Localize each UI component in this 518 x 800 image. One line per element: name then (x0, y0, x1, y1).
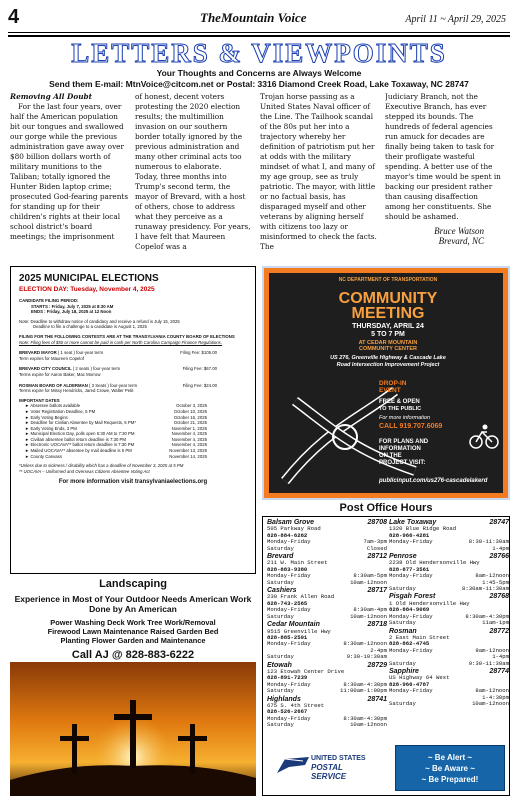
post-office-hours-row (389, 701, 509, 707)
flyer-dept: NC DEPARTMENT OF TRANSPORTATION (338, 277, 438, 283)
date-value: November 13, 2025 (169, 448, 207, 454)
post-office-zip: 28766 (489, 553, 509, 561)
letter-column-4 (385, 92, 504, 260)
post-office-zip: 28772 (489, 627, 509, 635)
post-office-address: 505 Parkway Road (267, 525, 321, 533)
header-rule-thick (8, 35, 510, 37)
hours-day: Monday-Friday (267, 640, 311, 648)
date-label: ► Absentee ballots available (25, 403, 81, 409)
post-office-entry (267, 520, 387, 552)
hours-time: 8:30am-4:30pm (343, 714, 387, 722)
post-office-phone: 828-877-3561 (389, 565, 430, 573)
post-office-entry (267, 554, 387, 586)
post-office-hours-row (267, 614, 387, 620)
date-label: ► Deadline for Civilian Absentee by Mail Requests, 5 PM* (25, 420, 137, 426)
post-office-address: 9515 Greenville Hwy (267, 627, 331, 635)
contest-desc: ( 1 seat ) four-year term (56, 350, 104, 356)
letter-city: Brevard, NC (438, 236, 484, 246)
flyer-info: For more information (379, 415, 431, 421)
hours-time: 8:30am-4:30pm (343, 680, 387, 688)
contest-desc: ( 2 seats ) four-year term (71, 366, 121, 372)
hours-time: 1-4pm (492, 544, 509, 552)
date-label: ► Civilian absentee ballot return deadline is 7:30 PM (25, 436, 126, 442)
contest-expire: Term expires for Maureen Copelof (19, 355, 84, 361)
post-office-hours-row (267, 722, 387, 728)
usps-line-1: UNITED STATES (311, 755, 366, 762)
intersection-map-icon (275, 371, 425, 491)
hours-time: 10am-12noon (350, 612, 387, 620)
hours-time: 9am-12noon (475, 646, 509, 654)
post-office-phone: 828-526-2667 (267, 708, 308, 716)
contest-list (19, 350, 247, 394)
post-office-hours-row (389, 661, 509, 667)
footnote-1: *Unless due to sickness / disability which has a deadline of November 3, 2025 at 5 PM (19, 463, 184, 469)
contest-fee: Filing Fee: $67.00 (182, 366, 217, 372)
hours-time: 1:45-5pm (482, 578, 509, 586)
post-office-hours-row (389, 620, 509, 626)
post-office-town: Brevard (267, 553, 294, 561)
post-office-zip: 28741 (367, 695, 387, 703)
crosses-sunset-illustration (10, 662, 256, 796)
hours-day: Saturday (267, 687, 294, 695)
post-office-phone: 828-966-4787 (389, 680, 430, 688)
post-office-phone: 828-891-7239 (267, 674, 308, 682)
landscaping-ad (10, 578, 256, 660)
contest-expire: Terms expire for Aaron Baker, Mac Morrow (19, 371, 101, 377)
post-office-entry (389, 669, 509, 707)
hours-day: Monday-Friday (267, 572, 311, 580)
date-value: November 4, 2025 (171, 436, 207, 442)
post-office-phone: 828-862-4745 (389, 640, 430, 648)
post-office-entry (267, 588, 387, 620)
hours-day: Monday-Friday (389, 687, 433, 695)
filing-board: FILING FOR THE FOLLOWING CONTESTS ARE AT THE TRANSYLVANIA COUNTY BOARD OF ELECTIONS (19, 333, 235, 339)
hours-time: 10am-12noon (350, 578, 387, 586)
post-office-town: Cashiers (267, 587, 297, 595)
filing-period-heading: CANDIDATE FILING PERIOD: (19, 298, 79, 303)
post-office-hours-row (267, 546, 387, 552)
header-rule (8, 32, 510, 33)
flyer-free-2: TO THE PUBLIC (379, 406, 422, 412)
date-label: ► Municipal Election Day, polls open 6:30 AM to 7:30 PM (25, 431, 135, 437)
hours-day: Monday-Friday (389, 646, 433, 654)
letter-column-1 (10, 92, 129, 260)
flyer-title (269, 291, 507, 321)
contest-fee: Filing Fee: $105.00 (180, 350, 217, 356)
landscaping-title: Landscaping (99, 578, 167, 590)
hours-time: 8:30-11:30am (468, 538, 509, 546)
hours-day: Monday-Friday (267, 606, 311, 614)
landscaping-headline: Experience in Most of Your Outdoor Needs American Work Done by An American (14, 594, 252, 614)
alert-line-1: ~ Be Alert ~ (427, 753, 473, 762)
important-dates-list (19, 403, 247, 459)
date-label: ► Electronic UOCAVA** ballot return deadline is 7:30 PM (25, 442, 135, 448)
filing-ends: ENDS : Friday, July 18, 2025 at 12 Noon (31, 309, 112, 315)
issue-dates: April 11 ~ April 29, 2025 (405, 14, 506, 25)
usps-line-2: POSTAL SERVICE (311, 763, 347, 781)
post-office-entry (389, 594, 509, 626)
post-office-entry (389, 520, 509, 552)
flyer-dropin-2: EVENT (379, 387, 401, 394)
hours-day: Saturday (389, 659, 416, 667)
alert-line-3: ~ Be Prepared! (421, 775, 479, 784)
usps-logo (275, 747, 379, 787)
post-office-town: Balsam Grove (267, 519, 315, 526)
contest-item (19, 350, 247, 361)
post-office-address: 2238 Old Hendersonville Hwy (389, 559, 480, 567)
section-title: LETTERS & VIEWPOINTS (71, 38, 447, 68)
post-office-entry (267, 697, 387, 729)
hours-time: 8:30am-12noon (343, 640, 387, 648)
post-office-town: Sapphire (389, 667, 419, 675)
letter-author: Bruce Watson (434, 226, 484, 236)
contest-name: BREVARD MAYOR (19, 350, 57, 356)
flyer-when-2: 5 TO 7 PM (371, 331, 405, 338)
date-label: ► Voter Registration Deadline, 5 PM (25, 408, 96, 414)
hours-time: 8:30am-11:30am (462, 585, 509, 593)
post-office-hours (262, 516, 510, 796)
hours-time: Closed (366, 544, 387, 552)
hours-day: Monday-Friday (389, 612, 433, 620)
community-meeting-flyer (262, 266, 510, 500)
important-dates-heading: IMPORTANT DATES (19, 397, 60, 403)
flyer-when-1: THURSDAY, APRIL 24 (352, 323, 424, 330)
hours-time: 1-4:30pm (482, 693, 509, 701)
election-day: ELECTION DAY: Tuesday, November 4, 2025 (19, 286, 155, 293)
contest-desc: ( 3 Seats ) four-year term (87, 382, 138, 388)
send-line: Send them E-mail: MtnVoice@citcom.net or Postal: 3316 Diamond Creek Road, Lake Toxaway, NC 28747 (49, 79, 469, 89)
date-label: ► Early Voting Ends, 3 PM (25, 425, 77, 431)
letter-text-4: Judiciary Branch, not the Executive Branch, has ever stepped its bounds. The hundreds of federal agencies run amuck for decades are finally being taken to task for their profligate wasteful spending. A better use of the mayor's time would be spent in backing our president rather than causing disaffection among her constituents. She should be ashamed. (385, 92, 501, 221)
letter-text-1: For the last four years, over half the American population bit our tongues and swallowed our gorge while the previous administration gave away over $80 billion dollars worth of military munitions to the Taliban; totally ignored the Hunter Biden laptop crime; prosecuted God-fearing parents for standing up for their children's rights at their local school district's board meetings; the imprisonment (10, 102, 129, 241)
post-office-zip: 28768 (489, 593, 509, 601)
hours-time: 8:30am-4pm (353, 606, 387, 614)
page-header (0, 8, 518, 32)
post-office-address: US Highway 64 West (389, 674, 450, 682)
post-office-zip: 28747 (489, 519, 509, 526)
date-value: October 21, 2025 (173, 420, 207, 426)
post-office-address: 123 Etowah Center Drive (267, 667, 345, 675)
flyer-plans-4: PROJECT VISIT: (379, 460, 426, 466)
hours-time: 8:30am-4:30pm (465, 612, 509, 620)
post-office-hours-row (389, 546, 509, 552)
post-office-right-column (389, 520, 509, 709)
post-office-phone: 828-883-9380 (267, 565, 308, 573)
contest-label (19, 350, 103, 356)
hours-time: 8:30am-5pm (353, 572, 387, 580)
contest-name: BREVARD CITY COUNCIL (19, 366, 72, 372)
post-office-address: 675 S. 4th Street (267, 701, 325, 709)
post-office-phone: 828-743-2565 (267, 599, 308, 607)
hours-day: Saturday (267, 578, 294, 586)
post-office-entry (267, 663, 387, 695)
contest-item (19, 366, 247, 377)
hours-time: 11:00am-1:00pm (340, 687, 387, 695)
post-office-entry (267, 622, 387, 660)
contest-expire: Terms expire for Missy Hendricks, Jared Crowe, Walter Petit (19, 388, 134, 394)
hours-day: Monday-Friday (389, 572, 433, 580)
date-value: November 14, 2025 (169, 453, 207, 459)
post-office-address: 1 Old Hendersonville Hwy (389, 599, 470, 607)
hours-time: 8am-12noon (475, 687, 509, 695)
landscaping-services-3: Planting Flower Garden and Maintenance (60, 636, 206, 645)
letter-column-3 (260, 92, 379, 260)
alert-line-2: ~ Be Aware ~ (425, 764, 475, 773)
filing-starts: STARTS : Friday, July 7, 2025 at 8:30 AM (31, 303, 114, 309)
letter-title: Removing All Doubt (10, 92, 92, 101)
post-office-town: Cedar Mountain (267, 621, 320, 629)
filing-note-2: Deadline to file a challenge to a candidate is August 1, 2025 (33, 324, 147, 330)
hours-time: 1-4pm (492, 653, 509, 661)
post-office-title: Post Office Hours (339, 502, 433, 514)
date-value: October 16, 2025 (173, 414, 207, 420)
crosses-sunset-image (10, 662, 256, 796)
date-label: ► County Canvass (25, 453, 62, 459)
hours-day: Saturday (267, 544, 294, 552)
hours-time: 11am-1pm (482, 619, 509, 627)
flyer-plans-2: INFORMATION (379, 446, 421, 452)
contest-fee: Filing Fee: $24.00 (182, 382, 217, 388)
hours-day: Monday-Friday (267, 538, 311, 546)
landscaping-services-1: Power Washing Deck Work Tree Work/Removal (50, 618, 216, 627)
post-office-zip: 28708 (367, 519, 387, 526)
post-office-address: 2 East Main Street (389, 633, 450, 641)
flyer-project-2: Road Intersection Improvement Project (336, 362, 440, 368)
page-number: 4 (8, 6, 20, 28)
contest-item (19, 383, 247, 394)
date-label: ► Early Voting Begins (25, 414, 68, 420)
post-office-address: 1320 Blue Ridge Road (389, 525, 457, 533)
landscaping-call[interactable]: Call AJ @ 828-883-6222 (71, 649, 195, 661)
hours-day: Saturday (389, 699, 416, 707)
flyer-title-1: COMMUNITY (338, 290, 438, 307)
hours-time: 8am-12noon (475, 572, 509, 580)
flyer-link[interactable]: publicinput.com/us276-cascadelakerd (379, 478, 488, 484)
flyer-phone: CALL 919.707.6069 (379, 423, 443, 430)
flyer-plans (379, 439, 428, 467)
post-office-phone: 828-885-2501 (267, 633, 308, 641)
flyer-where-1: AT CEDAR MOUNTAIN (358, 340, 418, 346)
flyer-project-1: US 276, Greenville Highway & Cascade Lake (330, 355, 446, 361)
flyer-plans-3: ON THE (379, 453, 402, 459)
masthead: TheMountain Voice (200, 10, 307, 25)
hours-time: 10am-12noon (472, 699, 509, 707)
post-office-zip: 28712 (367, 553, 387, 561)
footnote-2: ** UOCAVA – Uniformed and Overseas Citizens Absentee Voting Act (19, 468, 150, 474)
alert-box (395, 745, 505, 791)
post-office-town: Highlands (267, 695, 301, 703)
hours-time: 9:30-11:30am (468, 659, 509, 667)
date-label: ► Mailed UOCAVA** absentee by mail deadline is 5 PM (25, 448, 132, 454)
post-office-phone: 828-884-9069 (389, 606, 430, 614)
date-value: November 4, 2025 (171, 442, 207, 448)
post-office-town: Etowah (267, 661, 292, 669)
post-office-town: Rosman (389, 627, 417, 635)
hours-day: Saturday (389, 585, 416, 593)
post-office-zip: 28717 (367, 587, 387, 595)
landscaping-services-2: Firewood Lawn Maintenance Raised Garden Bed (47, 627, 219, 636)
flyer-title-2: MEETING (351, 305, 425, 322)
post-office-town: Lake Toxaway (389, 519, 437, 526)
hours-time: 9:30-10:30am (346, 653, 387, 661)
letter-column-2 (135, 92, 254, 260)
date-value: November 1, 2025 (171, 425, 207, 431)
post-office-phone: 828-966-4281 (389, 531, 430, 539)
flyer-free-1: FREE & OPEN (379, 399, 420, 405)
election-notice (10, 266, 256, 574)
election-title: 2025 MUNICIPAL ELECTIONS (19, 273, 159, 284)
hours-time: 10am-12noon (350, 721, 387, 729)
flyer-dropin-1: DROP-IN (379, 380, 407, 387)
fee-note: Note: Filing fees of $50 or more cannot be paid in cash per North Carolina Campaign Finance Regulations. (19, 339, 223, 345)
post-office-address: 211 W. Main Street (267, 559, 328, 567)
post-office-hours-row (389, 586, 509, 592)
eagle-icon (275, 753, 309, 777)
contest-name: ROSMAN BOARD OF ALDERMAN (19, 382, 88, 388)
post-office-hours-row (267, 654, 387, 660)
hours-day: Saturday (267, 721, 294, 729)
date-value: November 4, 2025 (171, 431, 207, 437)
post-office-town: Penrose (389, 553, 417, 561)
hours-time: 7am-3pm (363, 538, 387, 546)
flyer-inner (267, 271, 505, 495)
letter-text-2: of honest, decent voters protesting the 2020 election results; the multimillion invasion on our southern border totally ignored by the previous administration and many other criminal acts too numerous to elaborate. Today, three months into Trump's second term, the mayor of Brevard, with a host of others, chose to address what they perceive as a runaway presidency. For years, I have felt that Maureen Copelof was a (135, 92, 251, 251)
post-office-phone: 828-884-6262 (267, 531, 308, 539)
hours-day: Monday-Friday (389, 538, 433, 546)
post-office-entry (389, 629, 509, 667)
letter-text-3: Trojan horse passing as a United States Naval officer of the Line. The Tailhook scandal of the 80s put her into a trajectory whereby her definition of patriotism put her at odds with the military mindset of what I, and many of my age group, see as truly patriotic. The mayor, with little or no factual basis, has disparaged myself and other veterans by aligning herself with citizens too lazy or misinformed to check the facts. The (260, 92, 377, 251)
flyer-plans-1: FOR PLANS AND (379, 439, 429, 445)
post-office-left-column (267, 520, 387, 731)
hours-day: Saturday (389, 619, 416, 627)
flyer-where-2: COMMUNITY CENTER (359, 346, 417, 352)
date-value: October 3, 2025 (176, 403, 207, 409)
tagline: Your Thoughts and Concerns are Always Welcome (156, 68, 362, 78)
bicycle-icon (469, 423, 499, 449)
post-office-zip: 28718 (367, 621, 387, 629)
hours-day: Monday-Friday (267, 714, 311, 722)
hours-day: Saturday (267, 653, 294, 661)
post-office-hours-row (267, 580, 387, 586)
hours-day: Monday-Friday (267, 680, 311, 688)
date-value: October 10, 2025 (173, 408, 207, 414)
post-office-zip: 28729 (367, 661, 387, 669)
filing-note-1: Note: Deadline to withdraw notice of candidacy and receive a refund is July 15, 2025 (19, 318, 180, 324)
post-office-entry (389, 554, 509, 592)
post-office-hours-row (267, 688, 387, 694)
election-more-info: For more information visit transylvaniaelections.org (58, 479, 208, 486)
post-office-town: Pisgah Forest (389, 593, 436, 601)
post-office-zip: 28774 (489, 667, 509, 675)
hours-time: 2-4pm (370, 646, 387, 654)
hours-day: Saturday (267, 612, 294, 620)
post-office-address: 230 Frank Allen Road (267, 593, 335, 601)
